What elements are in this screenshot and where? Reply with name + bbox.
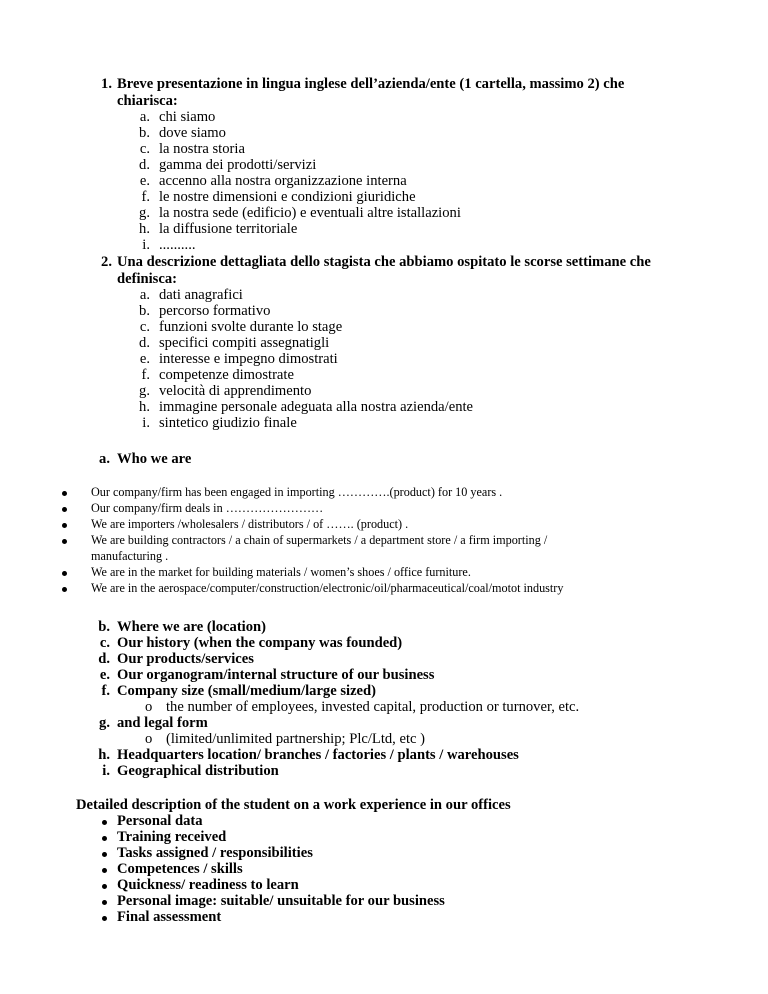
list-item-letter: a.: [139, 287, 150, 303]
section-2-title-cont: definisca:: [117, 271, 177, 287]
list-item-letter: f.: [141, 189, 150, 205]
list-item-letter: h.: [139, 399, 150, 415]
list-item: specifici compiti assegnatigli: [159, 335, 330, 351]
who-bullet-cont: manufacturing .: [91, 549, 169, 563]
detailed-bullet: Competences / skills: [117, 861, 243, 877]
bullet-icon: [62, 571, 67, 576]
bullet-icon: [102, 852, 107, 857]
list-item: ..........: [159, 237, 196, 253]
bullet-icon: [102, 916, 107, 921]
list-item-letter: h.: [139, 221, 150, 237]
english-item: Our products/services: [117, 651, 254, 667]
list-item: funzioni svolte durante lo stage: [159, 319, 343, 335]
detailed-bullet: Personal data: [117, 813, 203, 829]
bullet-icon: [62, 491, 67, 496]
list-item: la nostra sede (edificio) e eventuali altre istallazioni: [159, 205, 461, 221]
list-item: percorso formativo: [159, 303, 271, 319]
bullet-icon: [62, 507, 67, 512]
list-item: chi siamo: [159, 109, 216, 125]
who-bullet: Our company/firm deals in ……………………: [91, 501, 324, 515]
detailed-bullet: Quickness/ readiness to learn: [117, 877, 299, 893]
bullet-icon: [102, 836, 107, 841]
section-2-number: 2.: [101, 254, 112, 270]
list-item: immagine personale adeguata alla nostra azienda/ente: [159, 399, 474, 415]
bullet-icon: [102, 820, 107, 825]
who-bullet: We are importers /wholesalers / distributors / of ……. (product) .: [91, 517, 409, 531]
detailed-heading: Detailed description of the student on a work experience in our offices: [76, 797, 511, 813]
who-bullet: Our company/firm has been engaged in importing ………….(product) for 10 years .: [91, 485, 503, 499]
list-item-letter: h.: [98, 747, 110, 763]
section-1-number: 1.: [101, 76, 112, 92]
section-2-title: Una descrizione dettagliata dello stagista che abbiamo ospitato le scorse settimane che: [117, 254, 651, 270]
who-bullet: We are in the market for building materials / women’s shoes / office furniture.: [91, 565, 471, 579]
detailed-bullet: Tasks assigned / responsibilities: [117, 845, 313, 861]
list-item-letter: g.: [139, 383, 150, 399]
sub-bullet-icon: o: [145, 699, 153, 715]
english-item: Geographical distribution: [117, 763, 279, 779]
list-item-letter: d.: [139, 157, 150, 173]
list-item: la nostra storia: [159, 141, 245, 157]
section-1-title: Breve presentazione in lingua inglese dell’azienda/ente (1 cartella, massimo 2) che: [117, 76, 625, 92]
list-item-letter: a.: [139, 109, 150, 125]
list-item-letter: b.: [139, 303, 150, 319]
list-item-letter: i.: [142, 415, 150, 431]
bullet-icon: [62, 587, 67, 592]
list-item-letter: d.: [98, 651, 110, 667]
english-item: Our organogram/internal structure of our business: [117, 667, 435, 683]
list-item-letter: c.: [99, 635, 110, 651]
list-item-letter: b.: [98, 619, 110, 635]
detailed-bullet: Personal image: suitable/ unsuitable for our business: [117, 893, 445, 909]
english-item: Headquarters location/ branches / factories / plants / warehouses: [117, 747, 519, 763]
list-item-letter: e.: [99, 667, 110, 683]
list-item: competenze dimostrate: [159, 367, 294, 383]
bullet-icon: [102, 868, 107, 873]
list-item-letter: e.: [139, 351, 150, 367]
list-item: la diffusione territoriale: [159, 221, 298, 237]
english-item: Where we are (location): [117, 619, 267, 635]
english-item: Company size (small/medium/large sized): [117, 683, 377, 699]
bullet-icon: [102, 884, 107, 889]
list-item: sintetico giudizio finale: [159, 415, 297, 431]
bullet-icon: [62, 539, 67, 544]
list-item: le nostre dimensioni e condizioni giuridiche: [159, 189, 416, 205]
list-item: gamma dei prodotti/servizi: [159, 157, 317, 173]
list-item-letter: c.: [139, 141, 150, 157]
list-item-letter: f.: [101, 683, 110, 699]
list-item-letter: d.: [139, 335, 150, 351]
list-item-letter: b.: [139, 125, 150, 141]
who-letter: a.: [99, 451, 110, 467]
detailed-bullet: Final assessment: [117, 909, 222, 925]
list-item: velocità di apprendimento: [159, 383, 312, 399]
list-item: interesse e impegno dimostrati: [159, 351, 338, 367]
list-item: dove siamo: [159, 125, 226, 141]
list-item-letter: i.: [142, 237, 150, 253]
list-item: dati anagrafici: [159, 287, 243, 303]
who-bullet: We are in the aerospace/computer/construction/electronic/oil/pharmaceutical/coal/motot industry: [91, 581, 564, 595]
english-sub-item: the number of employees, invested capital, production or turnover, etc.: [166, 699, 580, 715]
bullet-icon: [62, 523, 67, 528]
sub-bullet-icon: o: [145, 731, 153, 747]
list-item-letter: g.: [99, 715, 110, 731]
english-item: Our history (when the company was founded): [117, 635, 403, 651]
list-item-letter: i.: [102, 763, 110, 779]
detailed-bullet: Training received: [117, 829, 227, 845]
bullet-icon: [102, 900, 107, 905]
list-item-letter: e.: [139, 173, 150, 189]
list-item-letter: c.: [139, 319, 150, 335]
list-item: accenno alla nostra organizzazione interna: [159, 173, 407, 189]
list-item-letter: f.: [141, 367, 150, 383]
english-sub-item: (limited/unlimited partnership; Plc/Ltd, etc ): [166, 731, 425, 747]
english-item: and legal form: [117, 715, 208, 731]
who-heading: Who we are: [117, 451, 192, 467]
list-item-letter: g.: [139, 205, 150, 221]
section-1-title-cont: chiarisca:: [117, 93, 178, 109]
who-bullet: We are building contractors / a chain of supermarkets / a department store / a firm importing /: [91, 533, 548, 547]
